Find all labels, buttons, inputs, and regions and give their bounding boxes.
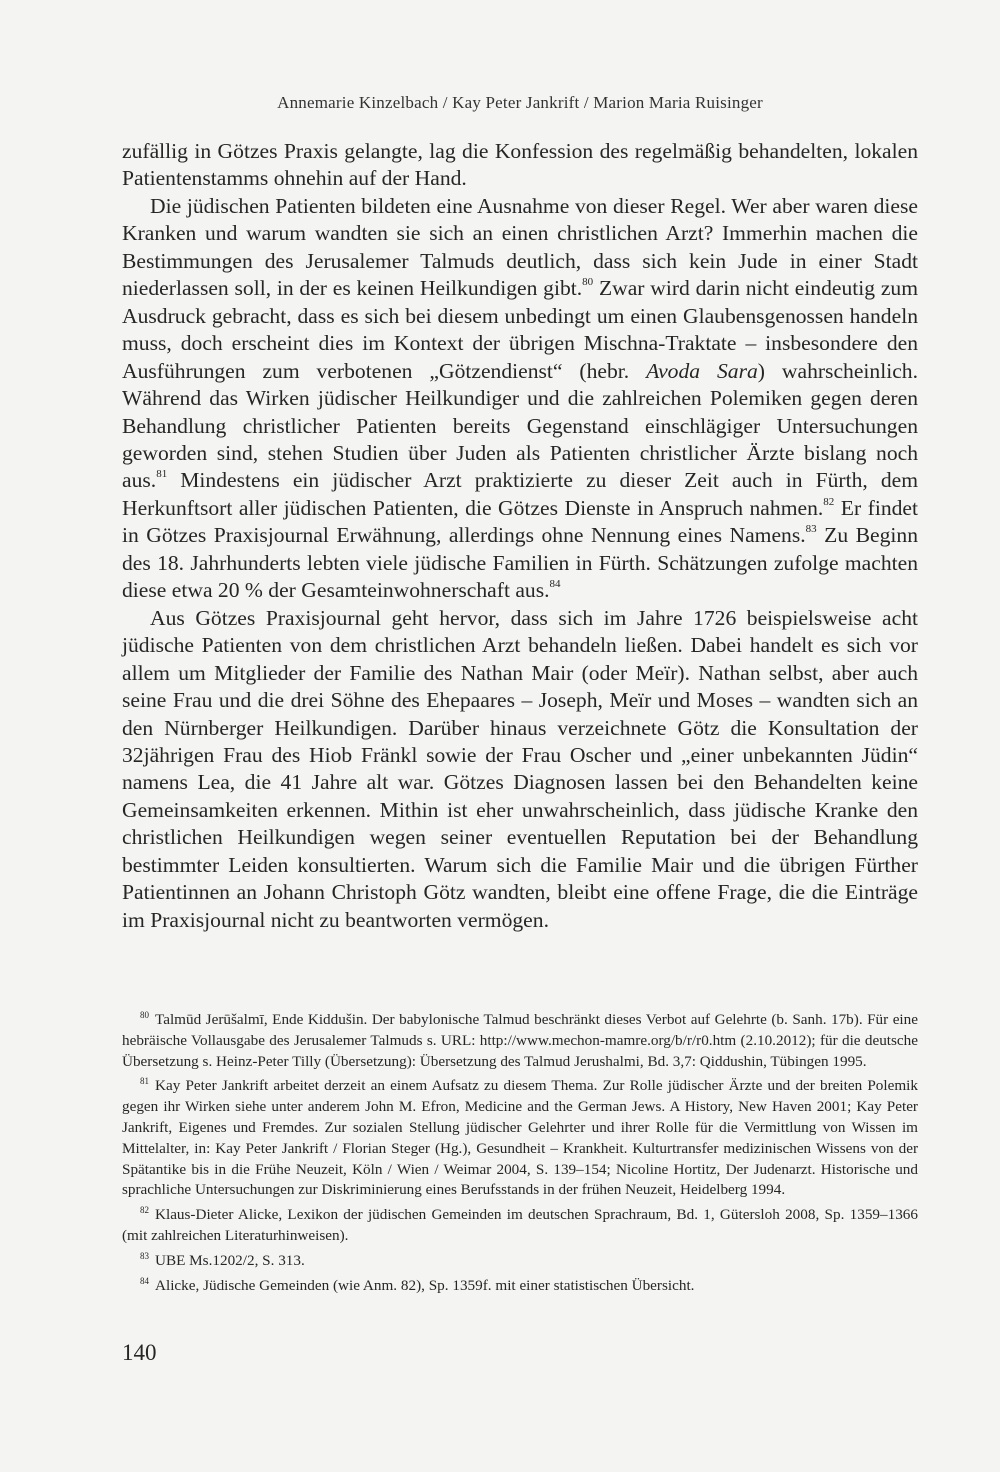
paragraph-2	[122, 193, 918, 605]
footnote-80	[122, 1010, 918, 1072]
text-run: Mindestens ein jüdischer Arzt praktizierte zu dieser Zeit auch in Fürth, dem Herkunftsort aller jüdischen Patienten, die Götzes Dienste in Anspruch nahmen.	[122, 468, 918, 520]
footnote-83	[122, 1251, 918, 1272]
footnote-ref-81[interactable]: 81	[156, 468, 168, 481]
footnote-text: Alicke, Jüdische Gemeinden (wie Anm. 82), Sp. 1359f. mit einer statistischen Übersicht.	[155, 1276, 695, 1294]
footnote-82	[122, 1205, 918, 1247]
footnotes	[122, 1010, 918, 1300]
italic-term: Avoda Sara	[646, 358, 758, 383]
footnote-number: 81	[140, 1076, 149, 1087]
footnote-number: 82	[140, 1205, 149, 1216]
text-run: Zu Beginn des 18. Jahrhunderts lebten viele jüdische Familien in Fürth. Schätzungen zufolge machten diese etwa 20 % der Gesamteinwohnerschaft aus.	[122, 523, 918, 603]
footnote-text: Talmūd Jerūšalmī, Ende Kiddušin. Der babylonische Talmud beschränkt dieses Verbot auf Gelehrte (b. Sanh. 17b). Für eine hebräische Vollausgabe des Jerusalemer Talmuds s. URL: http://www.mechon-mamre.org/b/r/r0.htm (2.10.2012); für die deutsche Übersetzung s. Heinz-Peter Tilly (Übersetzung): Übersetzung des Talmud Jerushalmi, Bd. 3,7: Qiddushin, Tübingen 1995.	[122, 1011, 918, 1070]
footnote-ref-83[interactable]: 83	[805, 523, 817, 536]
paragraph-1: zufällig in Götzes Praxis gelangte, lag die Konfession des regelmäßig behandelten, lokalen Patientenstamms ohnehin auf der Hand.	[122, 139, 918, 191]
running-head: Annemarie Kinzelbach / Kay Peter Jankrift / Marion Maria Ruisinger	[277, 93, 763, 112]
footnote-ref-84[interactable]: 84	[549, 578, 561, 591]
footnote-number: 80	[140, 1009, 149, 1020]
text-run: Er findet in Götzes Praxisjournal Erwähnung, allerdings ohne Nennung eines Namens.	[122, 495, 918, 548]
footnote-84	[122, 1276, 918, 1297]
text-run: ) wahrscheinlich. Während das Wirken jüdischer Heilkundiger und die zahlreichen Polemiken gegen deren Behandlung christlicher Patienten bereits Gegenstand einschlägiger Untersuchungen geworden sind, stehen Studien über Juden als Patienten christlicher Ärzte bislang noch aus.	[122, 358, 918, 493]
footnote-number: 84	[140, 1275, 149, 1286]
footnote-number: 83	[140, 1250, 149, 1261]
footnote-text: Klaus-Dieter Alicke, Lexikon der jüdischen Gemeinden im deutschen Sprachraum, Bd. 1, Gütersloh 2008, Sp. 1359–1366 (mit zahlreichen Literaturhinweisen).	[122, 1206, 918, 1244]
page-number: 140	[122, 1340, 157, 1365]
footnote-81	[122, 1076, 918, 1201]
footnote-ref-80[interactable]: 80	[582, 276, 594, 289]
footnote-text: Kay Peter Jankrift arbeitet derzeit an einem Aufsatz zu diesem Thema. Zur Rolle jüdischer Ärzte und der breiten Polemik gegen ihr Wirken siehe unter anderem John M. Efron, Medicine and the German Jews. A History, New Haven 2001; Kay Peter Jankrift, Eigenes und Fremdes. Zur sozialen Stellung jüdischer Gelehrter und ihrer Rolle für die Vermittlung von Wissen im Mittelalter, in: Kay Peter Jankrift / Florian Steger (Hg.), Gesundheit – Krankheit. Kulturtransfer medizinischen Wissens von der Spätantike bis in die Frühe Neuzeit, Köln / Wien / Weimar 2004, S. 139–154; Nicoline Hortitz, Der Judenarzt. Historische und sprachliche Untersuchungen zur Diskriminierung eines Berufsstands in der frühen Neuzeit, Heidelberg 1994.	[122, 1077, 918, 1199]
footnote-text: UBE Ms.1202/2, S. 313.	[155, 1251, 305, 1269]
text-run: Die jüdischen Patienten bildeten eine Ausnahme von dieser Regel. Wer aber waren diese Kranken und warum wandten sie sich an einen christlichen Arzt? Immerhin machen die Bestimmungen des Jerusalemer Talmuds deutlich, dass sich kein Jude in einer Stadt niederlassen soll, in der es keinen Heilkundigen gibt.	[122, 193, 918, 301]
text-run: Zwar wird darin nicht eindeutig zum Ausdruck gebracht, dass es sich bei diesem unbedingt um einen Glaubensgenossen handeln muss, doch erscheint dies im Kontext der übrigen Mischna-Traktate – insbesondere den Ausführungen zum verbotenen „Götzendienst“ (hebr.	[122, 276, 919, 383]
main-text	[122, 138, 918, 934]
footnote-ref-82[interactable]: 82	[823, 495, 835, 508]
paragraph-3: Aus Götzes Praxisjournal geht hervor, dass sich im Jahre 1726 beispielsweise acht jüdische Patienten von dem christlichen Arzt behandeln ließen. Dabei handelt es sich vor allem um Mitglieder der Familie des Nathan Mair (oder Meïr). Nathan selbst, aber auch seine Frau und die drei Söhne des Ehepaares – Joseph, Meïr und Moses – wandten sich an den Nürnberger Heilkundigen. Darüber hinaus verzeichnete Götz die Konsultation der 32jährigen Frau des Hiob Fränkl sowie der Frau Oscher und „einer unbekannten Jüdin“ namens Lea, die 41 Jahre alt war. Götzes Diagnosen lassen bei den Behandelten keine Gemeinsamkeiten erkennen. Mithin ist eher unwahrscheinlich, dass jüdische Kranke den christlichen Heilkundigen wegen seiner eventuellen Reputation bei der Behandlung bestimmter Leiden konsultierten. Warum sich die Familie Mair und die übrigen Fürther Patientinnen an Johann Christoph Götz wandten, bleibt eine offene Frage, die die Einträge im Praxisjournal nicht zu beantworten vermögen.	[122, 605, 918, 932]
